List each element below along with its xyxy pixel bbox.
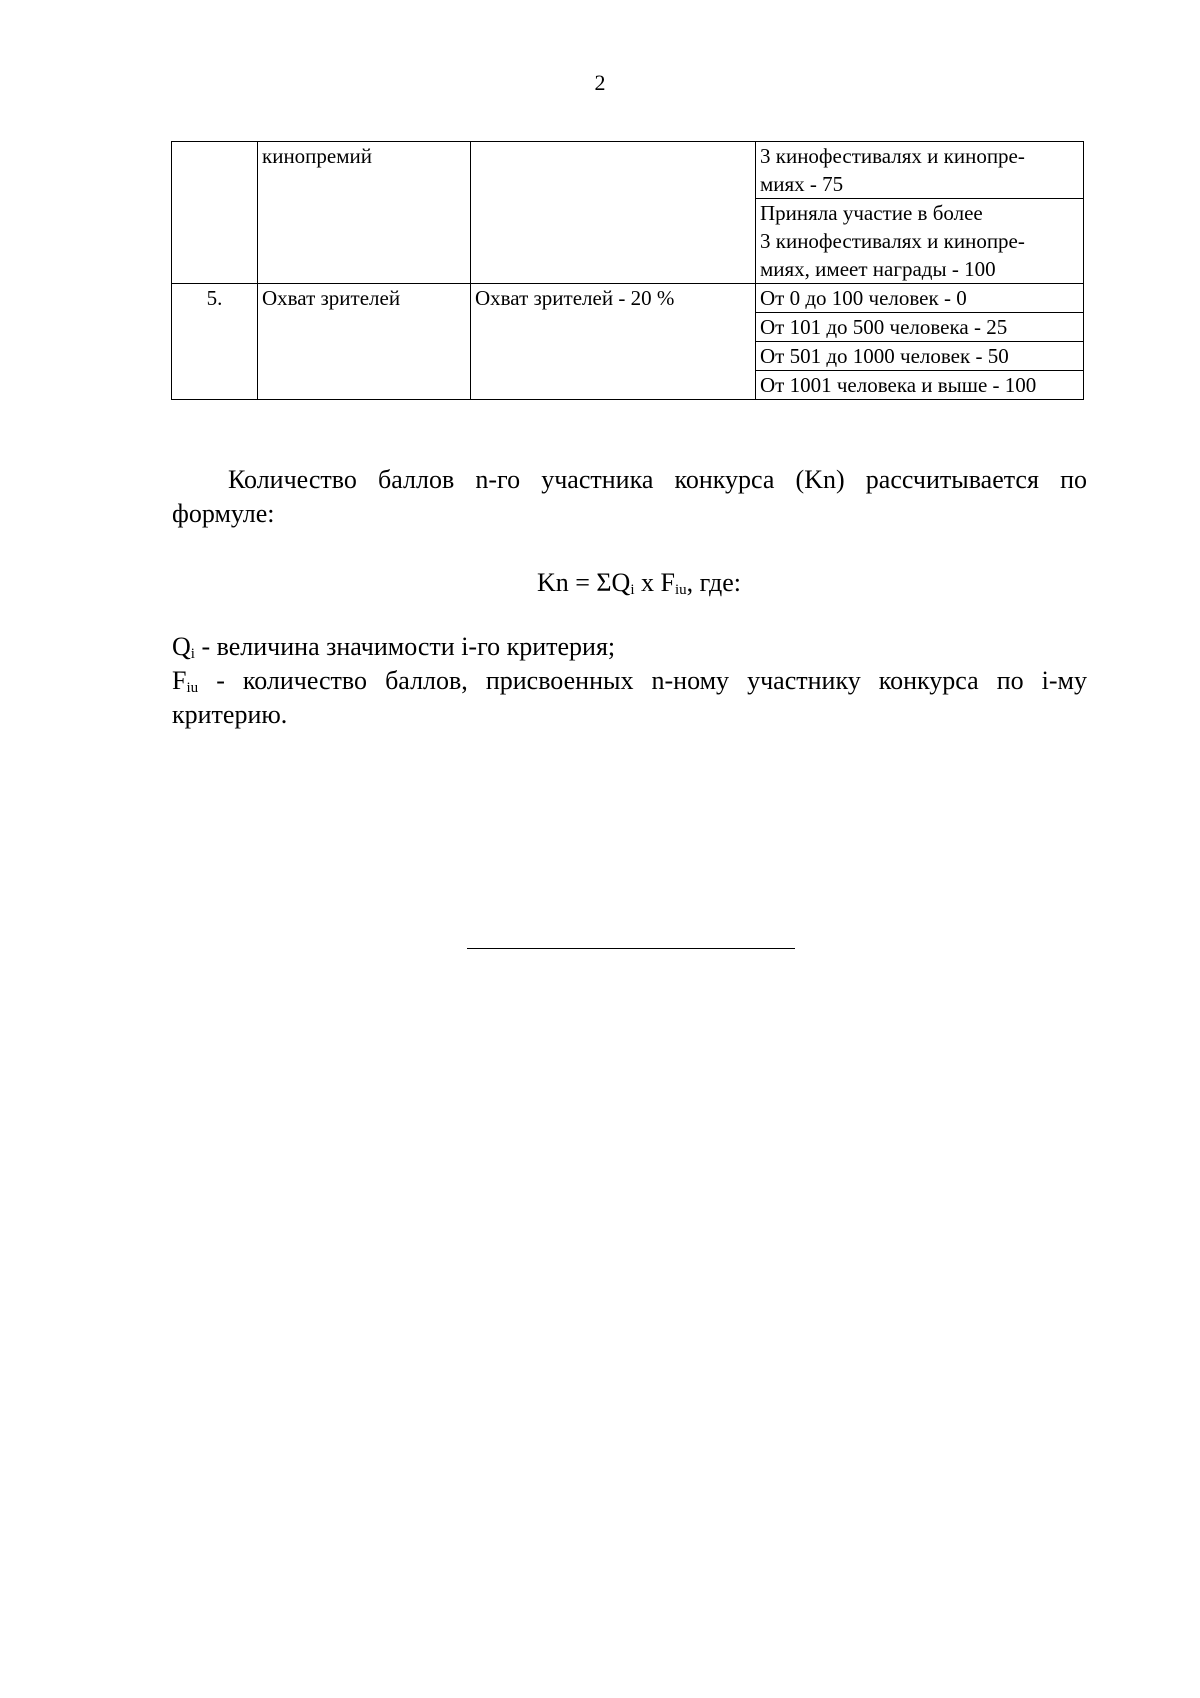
score-cell: От 101 до 500 человека - 25 <box>756 313 1084 342</box>
definition-subscript: iu <box>186 680 199 696</box>
intro-paragraph: Количество баллов n-го участника конкурса (Kn) рассчитывается по формуле: <box>172 465 1087 528</box>
criterion-name: кинопремий <box>258 142 471 284</box>
criteria-table <box>171 141 1084 400</box>
formula-sum: = ΣQ <box>568 568 631 597</box>
criterion-weight <box>471 142 756 284</box>
definition-symbol: Q <box>172 632 191 661</box>
definition-symbol: F <box>172 666 187 695</box>
criterion-name: Охват зрителей <box>258 284 471 400</box>
formula-k: Kn <box>536 568 569 597</box>
score-cell: От 501 до 1000 человек - 50 <box>756 342 1084 371</box>
page-number: 2 <box>594 70 606 95</box>
definition-text: - количество баллов, присвоенных n-ному участнику конкурса по i-му критерию. <box>172 666 1087 729</box>
formula-q-subscript: i <box>630 582 635 598</box>
score-cell: От 1001 человека и выше - 100 <box>756 371 1084 400</box>
definitions <box>172 630 1087 732</box>
score-cell: 3 кинофестивалях и кинопре- миях - 75 <box>756 142 1084 199</box>
table-row <box>172 142 1084 199</box>
closing-rule <box>467 948 795 949</box>
row-number <box>172 142 258 284</box>
formula-times-f: x F <box>634 568 675 597</box>
formula-tail: , где: <box>686 568 742 597</box>
formula-f-subscript: iu <box>674 582 687 598</box>
formula <box>0 566 1200 600</box>
definition-q <box>172 630 1087 664</box>
score-cell: Приняла участие в более 3 кинофестивалях и кинопре- миях, имеет награды - 100 <box>756 199 1084 284</box>
row-number: 5. <box>172 284 258 400</box>
definition-subscript: i <box>190 646 195 662</box>
definition-f <box>172 664 1087 732</box>
table-row <box>172 284 1084 313</box>
criterion-weight: Охват зрителей - 20 % <box>471 284 756 400</box>
score-cell: От 0 до 100 человек - 0 <box>756 284 1084 313</box>
definition-text: - величина значимости i-го критерия; <box>194 632 616 661</box>
